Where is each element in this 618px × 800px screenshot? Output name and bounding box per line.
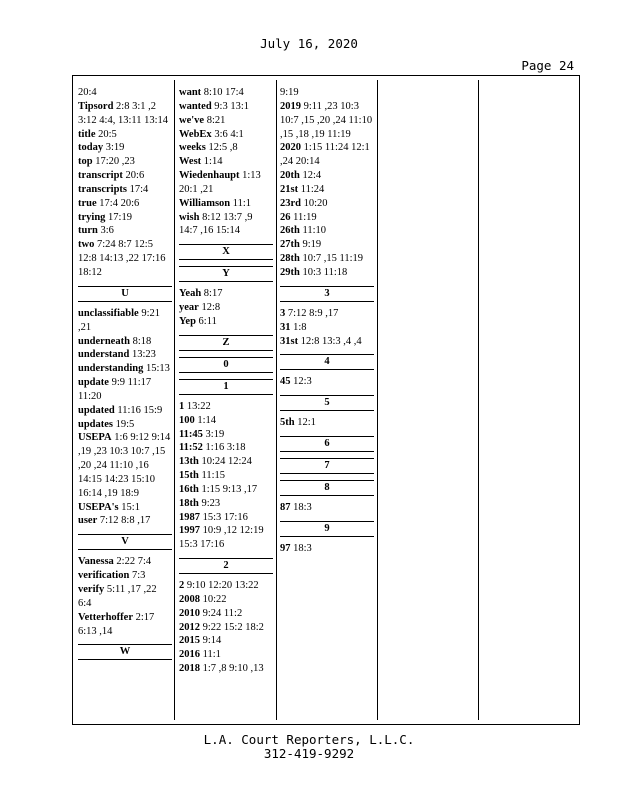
index-term: 31st xyxy=(280,335,299,347)
column-divider xyxy=(276,80,277,720)
index-references: 11:1 xyxy=(232,197,252,209)
index-term: year xyxy=(179,302,199,314)
index-entry xyxy=(280,141,374,169)
index-entry xyxy=(179,634,273,648)
index-term: 13th xyxy=(179,456,199,468)
index-entry xyxy=(280,211,374,225)
index-entry xyxy=(280,321,374,335)
page-footer xyxy=(0,733,618,761)
index-entry xyxy=(179,607,273,621)
index-term: 23rd xyxy=(280,197,301,209)
index-term: turn xyxy=(78,225,98,237)
index-references: 12:8 13:3 ,4 ,4 xyxy=(300,335,362,347)
index-term: title xyxy=(78,128,96,140)
index-references: 17:4 20:6 xyxy=(99,197,140,209)
index-entry xyxy=(78,224,172,238)
index-references: 9:23 xyxy=(201,497,221,509)
index-entry xyxy=(280,86,374,100)
index-entry xyxy=(280,307,374,321)
index-term: 2019 xyxy=(280,100,301,112)
index-references: 20:5 xyxy=(98,128,117,140)
index-entry xyxy=(179,86,273,100)
index-entry xyxy=(280,252,374,266)
index-term: we've xyxy=(179,114,205,126)
index-entry xyxy=(78,155,172,169)
index-entry xyxy=(78,100,172,128)
index-references: 7:12 8:8 ,17 xyxy=(99,515,151,527)
index-references: 10:22 xyxy=(202,593,227,605)
index-entry xyxy=(179,155,273,169)
section-heading: 9 xyxy=(280,521,374,537)
section-heading: X xyxy=(179,244,273,260)
index-column-1 xyxy=(78,86,172,665)
index-term: updated xyxy=(78,404,115,416)
index-term: 87 xyxy=(280,502,291,514)
index-references: 11:16 15:9 xyxy=(117,404,163,416)
index-entry xyxy=(179,483,273,497)
index-entry xyxy=(179,497,273,511)
index-entry xyxy=(179,100,273,114)
index-entry xyxy=(280,375,374,389)
index-term: 20th xyxy=(280,170,300,182)
index-term: 2010 xyxy=(179,607,200,619)
index-references: 2:8 3:1 ,2 3:12 4:4, 13:11 13:14 xyxy=(78,100,169,126)
index-references: 6:11 xyxy=(198,315,217,327)
index-references: 8:18 xyxy=(132,335,152,347)
section-heading: Y xyxy=(179,266,273,282)
index-references: 3:6 xyxy=(100,225,114,237)
index-column-3 xyxy=(280,86,374,556)
index-entry xyxy=(179,511,273,525)
index-references: 12:5 ,8 xyxy=(208,142,238,154)
reporter-company: L.A. Court Reporters, L.L.C. xyxy=(203,732,415,747)
index-entry xyxy=(78,86,172,100)
index-entry xyxy=(179,621,273,635)
index-entry xyxy=(179,414,273,428)
index-references: 3:19 xyxy=(105,142,125,154)
index-entry xyxy=(179,128,273,142)
index-term: Yeah xyxy=(179,288,202,300)
index-references: 9:19 xyxy=(280,87,299,98)
index-references: 1:13 20:1 ,21 xyxy=(179,170,261,195)
index-references: 3:6 4:1 xyxy=(214,128,244,140)
index-entry xyxy=(179,315,273,329)
section-heading: 6 xyxy=(280,436,374,452)
index-references: 7:3 xyxy=(131,570,146,582)
index-term: 1987 xyxy=(179,511,200,523)
index-entry xyxy=(78,183,172,197)
index-term: verification xyxy=(78,570,130,582)
index-references: 18:3 xyxy=(293,502,312,514)
index-term: 29th xyxy=(280,266,300,278)
index-term: 2016 xyxy=(179,649,200,661)
index-references: 18:3 xyxy=(293,542,312,554)
index-term: Vanessa xyxy=(78,556,114,568)
index-term: Yep xyxy=(179,315,196,327)
index-references: 11:24 xyxy=(300,183,325,195)
section-heading: 2 xyxy=(179,558,273,574)
index-term: Vetterhoffer xyxy=(78,611,133,623)
reporter-phone: 312-419-9292 xyxy=(263,746,355,761)
index-term: 3 xyxy=(280,307,286,319)
index-term: transcripts xyxy=(78,183,127,195)
index-term: update xyxy=(78,377,109,389)
index-references: 19:5 xyxy=(115,418,135,430)
index-references: 11:1 xyxy=(202,649,221,661)
index-references: 10:7 ,15 11:19 xyxy=(302,253,364,265)
index-references: 20:6 xyxy=(125,170,145,182)
index-references: 13:22 xyxy=(186,400,211,412)
index-references: 17:4 xyxy=(129,183,149,195)
index-term: 16th xyxy=(179,483,199,495)
index-term: today xyxy=(78,142,104,154)
index-term: true xyxy=(78,197,97,209)
index-references: 12:3 xyxy=(293,376,312,388)
index-references: 9:10 12:20 13:22 xyxy=(186,580,259,592)
index-term: 100 xyxy=(179,414,195,426)
index-references: 1:14 xyxy=(203,156,223,168)
index-references: 8:21 xyxy=(206,114,226,126)
index-entry xyxy=(78,211,172,225)
index-references: 11:10 xyxy=(302,225,326,237)
index-references: 15:13 xyxy=(145,363,170,375)
index-entry xyxy=(78,569,172,583)
index-entry xyxy=(280,266,374,280)
index-entry xyxy=(78,376,172,404)
index-entry xyxy=(179,441,273,455)
index-entry xyxy=(179,141,273,155)
index-references: 11:19 xyxy=(293,211,317,223)
index-entry xyxy=(280,169,374,183)
index-term: 2015 xyxy=(179,635,200,647)
index-entry xyxy=(78,431,172,500)
index-term: want xyxy=(179,87,202,98)
index-references: 13:23 xyxy=(131,349,156,361)
index-entry xyxy=(280,542,374,556)
index-references: 7:12 8:9 ,17 xyxy=(287,307,339,319)
index-entry xyxy=(78,169,172,183)
index-term: 2012 xyxy=(179,621,200,633)
index-entry xyxy=(179,169,273,197)
column-divider xyxy=(478,80,479,720)
index-entry xyxy=(78,501,172,515)
index-entry xyxy=(280,238,374,252)
index-term: USEPA's xyxy=(78,501,119,513)
index-entry xyxy=(179,455,273,469)
index-entry xyxy=(179,593,273,607)
index-term: West xyxy=(179,156,202,168)
index-entry xyxy=(280,416,374,430)
index-references: 12:1 xyxy=(297,417,316,429)
index-term: transcript xyxy=(78,170,123,182)
index-references: 9:14 xyxy=(202,635,222,647)
index-entry xyxy=(78,404,172,418)
index-entry xyxy=(78,307,172,335)
section-heading: 7 xyxy=(280,458,374,474)
index-references: 1:14 xyxy=(197,414,217,426)
index-term: two xyxy=(78,239,95,251)
index-references: 8:12 13:7 ,9 14:7 ,16 15:14 xyxy=(179,211,253,237)
index-references: 1:6 9:12 9:14 ,19 ,23 10:3 10:7 ,15 ,20 ,24 11:10 ,16 14:15 14:23 15:10 16:14 ,19 18:9 xyxy=(78,432,171,499)
index-references: 9:19 xyxy=(302,239,322,251)
index-term: 97 xyxy=(280,542,291,554)
index-term: 26 xyxy=(280,211,291,223)
column-divider xyxy=(377,80,378,720)
section-heading: 4 xyxy=(280,354,374,370)
section-heading: U xyxy=(78,286,172,302)
section-heading: 5 xyxy=(280,395,374,411)
section-heading: Z xyxy=(179,335,273,351)
index-references: 8:10 17:4 xyxy=(203,87,244,98)
index-term: 2018 xyxy=(179,663,200,675)
index-entry xyxy=(179,197,273,211)
index-references: 10:24 12:24 xyxy=(201,456,252,468)
index-entry xyxy=(179,428,273,442)
index-term: trying xyxy=(78,211,106,223)
index-term: 2008 xyxy=(179,593,200,605)
index-entry xyxy=(78,141,172,155)
index-references: 15:1 xyxy=(121,501,140,513)
index-entry xyxy=(78,514,172,528)
page-number: Page 24 xyxy=(521,58,574,73)
index-entry xyxy=(78,555,172,569)
section-heading: 0 xyxy=(179,357,273,373)
index-references: 9:9 11:17 11:20 xyxy=(78,377,152,402)
index-term: understanding xyxy=(78,363,144,375)
index-entry xyxy=(179,469,273,483)
index-references: 9:21 ,21 xyxy=(78,307,160,333)
index-references: 2:17 6:13 ,14 xyxy=(78,611,155,637)
index-term: 11:45 xyxy=(179,428,203,440)
index-references: 9:24 11:2 xyxy=(202,607,243,619)
index-term: Wiedenhaupt xyxy=(179,170,240,182)
index-term: 26th xyxy=(280,225,300,237)
index-term: updates xyxy=(78,418,114,430)
index-references: 3:19 xyxy=(205,428,225,440)
index-references: 5:11 ,17 ,22 6:4 xyxy=(78,584,157,609)
index-references: 17:20 ,23 xyxy=(95,156,135,168)
index-term: 15th xyxy=(179,470,199,482)
index-term: 11:52 xyxy=(179,442,203,454)
index-references: 8:17 xyxy=(203,288,223,300)
index-references: 1:15 9:13 ,17 xyxy=(201,483,258,495)
index-references: 11:15 xyxy=(201,470,225,482)
index-entry xyxy=(280,100,374,142)
transcript-date: July 16, 2020 xyxy=(260,36,358,51)
index-references: 9:11 ,23 10:3 10:7 ,15 ,20 ,24 11:10 ,15 ,18 ,19 11:19 xyxy=(280,100,373,140)
index-references: 1:8 xyxy=(293,321,307,333)
section-heading: W xyxy=(78,644,172,660)
index-references: 1:16 3:18 xyxy=(205,442,246,454)
index-entry xyxy=(280,197,374,211)
index-entry xyxy=(179,524,273,552)
index-entry xyxy=(280,501,374,515)
index-term: Tipsord xyxy=(78,100,114,112)
index-references: 10:9 ,12 12:19 15:3 17:16 xyxy=(179,525,264,551)
index-term: understand xyxy=(78,349,130,361)
index-term: WebEx xyxy=(179,128,212,140)
index-column-2 xyxy=(179,86,273,676)
index-references: 10:20 xyxy=(303,197,328,209)
index-term: unclassifiable xyxy=(78,307,139,319)
section-heading: 8 xyxy=(280,480,374,496)
index-term: 21st xyxy=(280,183,299,195)
index-entry xyxy=(78,197,172,211)
index-entry xyxy=(78,583,172,611)
index-entry xyxy=(179,579,273,593)
index-references: 9:22 15:2 18:2 xyxy=(202,621,264,633)
index-term: 1 xyxy=(179,400,185,412)
index-references: 1:7 ,8 9:10 ,13 xyxy=(202,663,264,675)
index-term: Williamson xyxy=(179,197,231,209)
index-entry xyxy=(78,238,172,280)
index-references: 12:8 xyxy=(201,302,221,314)
index-entry xyxy=(78,128,172,142)
index-entry xyxy=(78,335,172,349)
index-term: USEPA xyxy=(78,432,112,444)
index-references: 2:22 7:4 xyxy=(116,556,152,568)
index-term: top xyxy=(78,156,93,168)
index-entry xyxy=(78,418,172,432)
column-divider xyxy=(174,80,175,720)
index-references: 10:3 11:18 xyxy=(302,266,348,278)
index-term: 2020 xyxy=(280,142,301,154)
index-references: 15:3 17:16 xyxy=(202,511,248,523)
index-references: 12:4 xyxy=(302,170,322,182)
index-entry xyxy=(78,362,172,376)
index-term: underneath xyxy=(78,335,130,347)
index-entry xyxy=(179,211,273,239)
index-term: verify xyxy=(78,584,105,595)
index-entry xyxy=(179,301,273,315)
index-term: 18th xyxy=(179,497,199,509)
index-term: 1997 xyxy=(179,525,200,537)
index-entry xyxy=(280,224,374,238)
section-heading: V xyxy=(78,534,172,550)
index-term: 28th xyxy=(280,253,300,265)
index-references: 9:3 13:1 xyxy=(214,100,250,112)
index-entry xyxy=(78,611,172,639)
index-references: 1:15 11:24 12:1 ,24 20:14 xyxy=(280,142,370,168)
index-references: 7:24 8:7 12:5 12:8 14:13 ,22 17:16 18:12 xyxy=(78,239,166,278)
section-heading: 1 xyxy=(179,379,273,395)
index-references: 20:4 xyxy=(78,87,97,98)
index-entry xyxy=(179,114,273,128)
index-term: wanted xyxy=(179,100,212,112)
index-entry xyxy=(179,400,273,414)
index-term: wish xyxy=(179,211,200,223)
index-term: 2 xyxy=(179,580,185,592)
index-references: 17:19 xyxy=(108,211,132,223)
index-term: 45 xyxy=(280,376,291,388)
index-term: 27th xyxy=(280,239,300,251)
index-term: user xyxy=(78,515,98,527)
index-term: 31 xyxy=(280,321,291,333)
section-heading: 3 xyxy=(280,286,374,302)
index-entry xyxy=(179,662,273,676)
index-term: 5th xyxy=(280,417,295,429)
index-entry xyxy=(179,648,273,662)
index-entry xyxy=(78,348,172,362)
index-term: weeks xyxy=(179,142,206,154)
index-entry xyxy=(280,183,374,197)
index-entry xyxy=(179,287,273,301)
index-entry xyxy=(280,335,374,349)
